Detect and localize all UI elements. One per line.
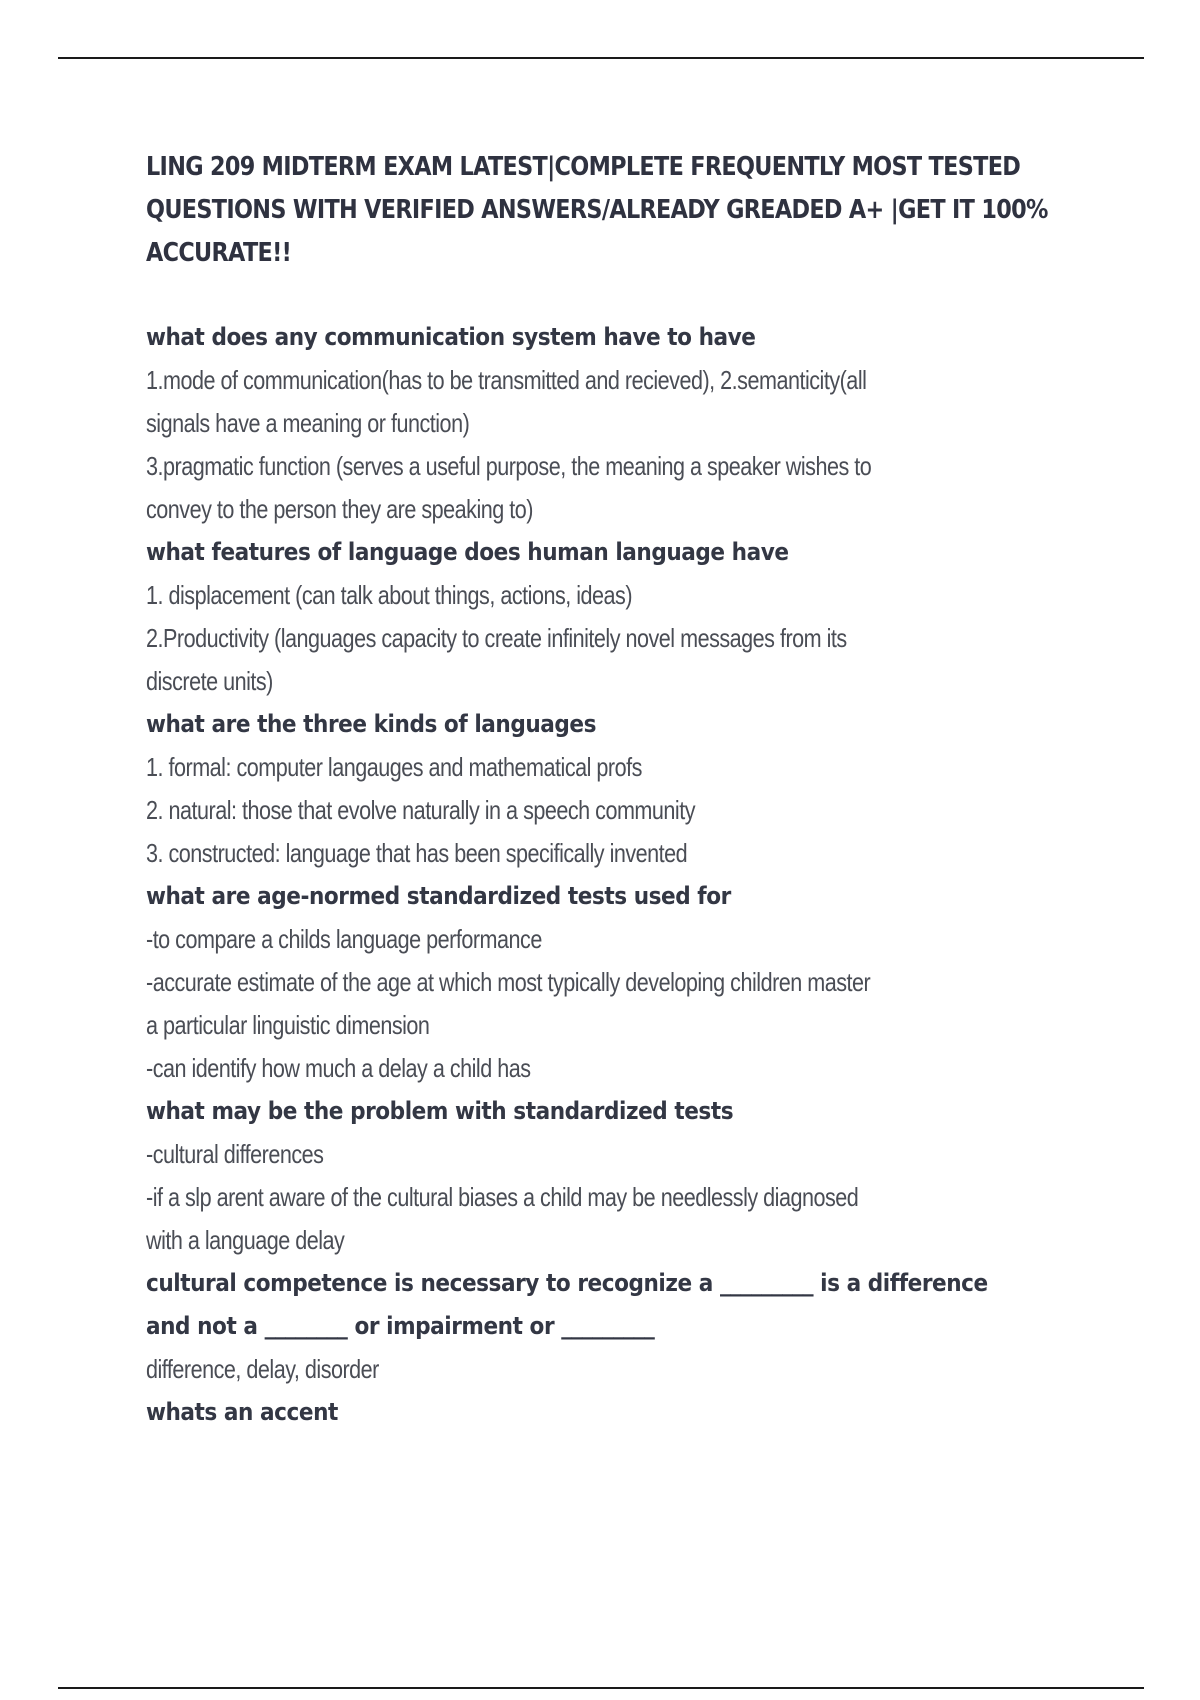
title-line: ACCURATE!!	[146, 238, 292, 268]
answer-line: signals have a meaning or function)	[146, 408, 470, 438]
question-text: what features of language does human language have	[146, 538, 789, 566]
answer-line: with a language delay	[146, 1225, 345, 1255]
question-text: cultural competence is necessary to recognize a _________ is a difference	[146, 1269, 988, 1297]
qa-item	[146, 1090, 1096, 1262]
title-line: LING 209 MIDTERM EXAM LATEST|COMPLETE FREQUENTLY MOST TESTED	[146, 152, 1021, 182]
answer-line: 2.Productivity (languages capacity to create infinitely novel messages from its	[146, 623, 847, 653]
title-line: QUESTIONS WITH VERIFIED ANSWERS/ALREADY GREADED A+ |GET IT 100%	[146, 195, 1048, 225]
question-text: whats an accent	[146, 1398, 338, 1426]
question-text: what are age-normed standardized tests used for	[146, 882, 731, 910]
answer-line: -if a slp arent aware of the cultural biases a child may be needlessly diagnosed	[146, 1182, 859, 1212]
question-text: what does any communication system have to have	[146, 323, 756, 351]
qa-item	[146, 703, 1096, 875]
question-text: what are the three kinds of languages	[146, 710, 597, 738]
answer-line: -can identify how much a delay a child has	[146, 1053, 531, 1083]
qa-item	[146, 1391, 1096, 1434]
question-text: and not a ________ or impairment or _________	[146, 1312, 655, 1340]
header-rule	[58, 57, 1144, 59]
answer-line: difference, delay, disorder	[146, 1354, 379, 1384]
answer-line: 3. constructed: language that has been specifically invented	[146, 838, 688, 868]
answer-line: a particular linguistic dimension	[146, 1010, 430, 1040]
answer-line: -to compare a childs language performance	[146, 924, 542, 954]
document-body	[146, 146, 1096, 1434]
qa-item	[146, 531, 1096, 703]
answer-line: 1.mode of communication(has to be transmitted and recieved), 2.semanticity(all	[146, 365, 867, 395]
footer-rule	[58, 1687, 1144, 1689]
qa-item	[146, 1262, 1096, 1391]
answer-line: 1. formal: computer langauges and mathematical profs	[146, 752, 642, 782]
question-text: what may be the problem with standardized tests	[146, 1097, 734, 1125]
answer-line: 2. natural: those that evolve naturally in a speech community	[146, 795, 696, 825]
qa-item	[146, 875, 1096, 1090]
answer-line: discrete units)	[146, 666, 273, 696]
document-title	[146, 146, 1096, 275]
answer-line: -accurate estimate of the age at which most typically developing children master	[146, 967, 871, 997]
answer-line: 1. displacement (can talk about things, actions, ideas)	[146, 580, 633, 610]
answer-line: 3.pragmatic function (serves a useful purpose, the meaning a speaker wishes to	[146, 451, 872, 481]
answer-line: -cultural differences	[146, 1139, 324, 1169]
answer-line: convey to the person they are speaking to)	[146, 494, 533, 524]
qa-item	[146, 316, 1096, 531]
